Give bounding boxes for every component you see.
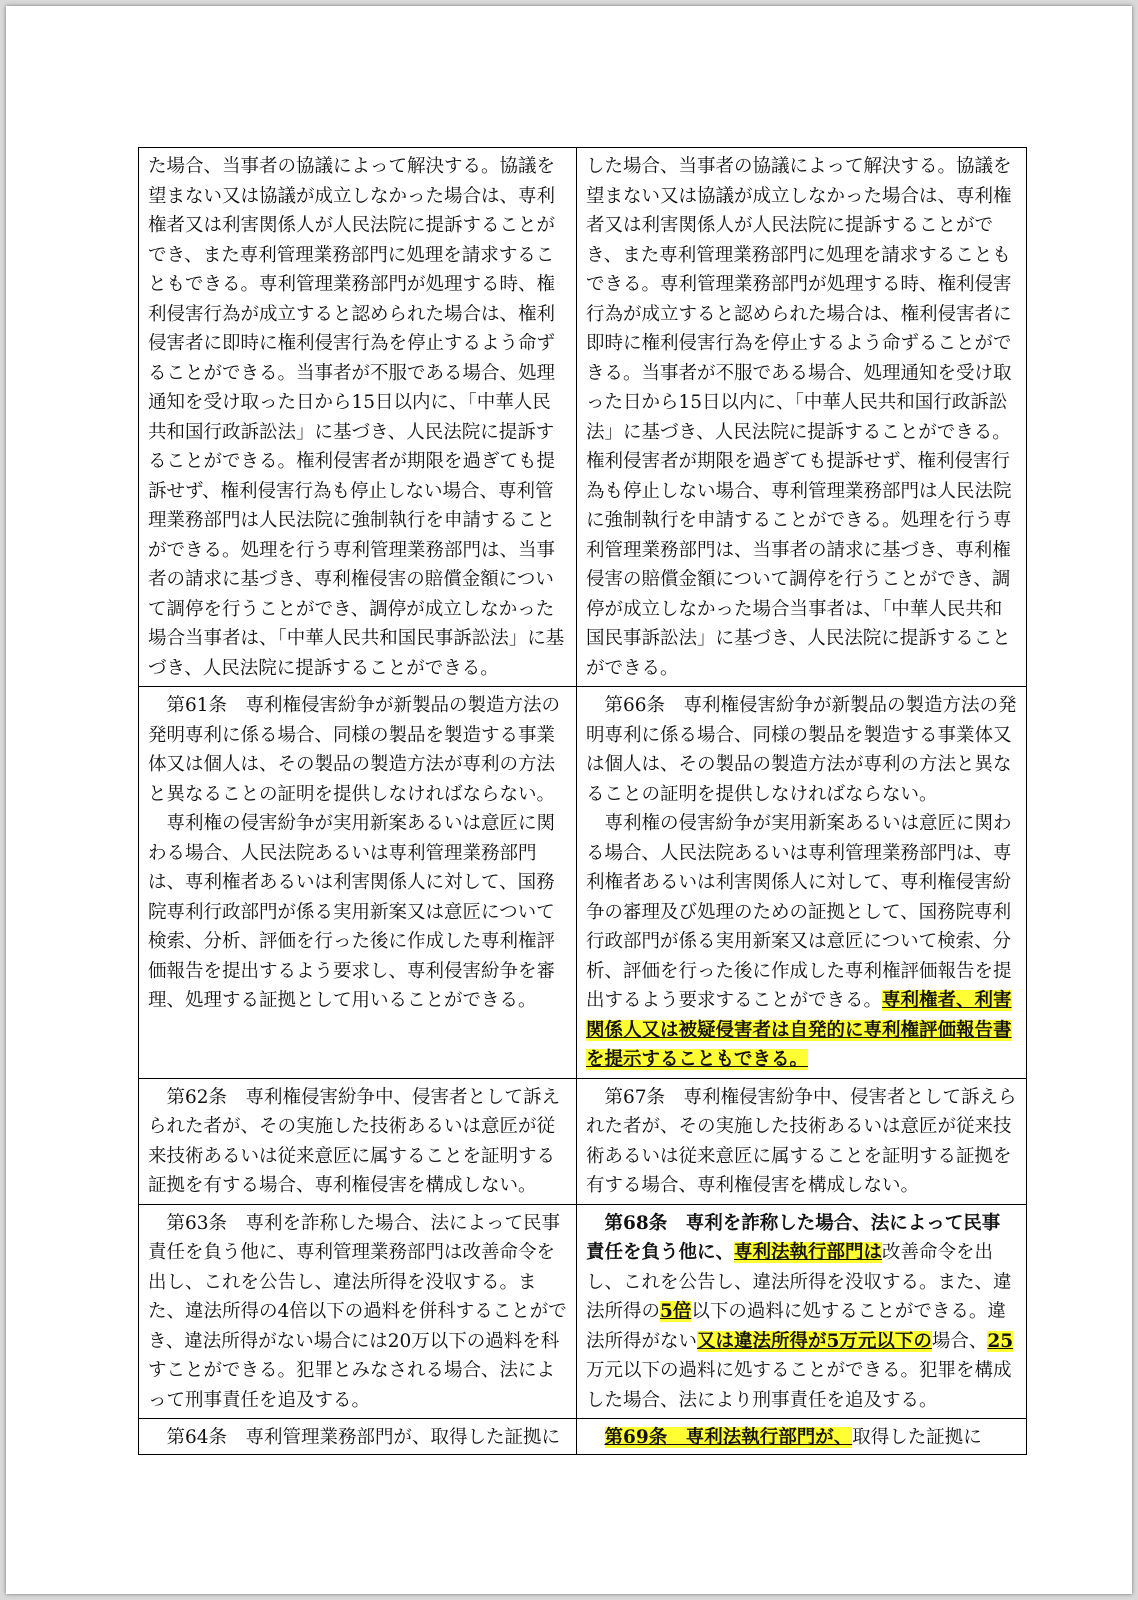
new-text-cell [577,1078,1027,1204]
new-text-cell [577,148,1027,687]
highlighted-amendment: 5倍 [660,1301,692,1322]
paragraph-text: 改善命令を出し、これを公告し、違法所得を没収する。また、違法所得の [586,1242,1012,1322]
paragraph-text: 第68条 専利を詐称した場合、法によって民事責任を負う他に、 [586,1212,1001,1263]
new-text-cell [577,687,1027,1079]
highlighted-amendment: 専利法執行部門は [734,1242,883,1263]
article-62-paragraph: 第62条 専利権侵害紛争中、侵害者として訴えられた者が、その実施した技術あるいは意匠が従来技術あるいは従来意匠に属することを証明する証拠を有する場合、専利権侵害を構成しない。 [148,1086,561,1196]
highlighted-amendment: 専利権者、利害関係人又は被疑侵害者は自発的に専利権評価報告書を提示することもできる。 [586,990,1012,1070]
new-text-cell [577,1419,1027,1455]
highlighted-amendment: 又は違法所得が5万元以下の [697,1330,932,1352]
paragraph-text: 以下の過料に処することができる。違法所得がない [586,1301,1006,1352]
table-row [139,1419,1027,1455]
paragraph-text: 取得した証拠に [852,1427,982,1448]
table-row [139,1078,1027,1204]
article-63-paragraph: 第63条 専利を詐称した場合、法によって民事責任を負う他に、専利管理業務部門は改善命令を出し、これを公告し、違法所得を没収する。また、違法所得の4倍以下の過料を併科することができ、違法所得がない場合には20万以下の過料を科すことができる。犯罪とみなされる場合、法によって刑事責任を追及する。 [148,1212,567,1411]
article-68-paragraph [586,1209,1017,1416]
highlighted-amendment: 25 [987,1330,1014,1352]
document-page [6,6,1132,1594]
comparison-table [138,147,1027,1455]
article-67-paragraph: 第67条 専利権侵害紛争中、侵害者として訴えられた者が、その実施した技術あるいは意匠が従来技術あるいは従来意匠に属することを証明する証拠を有する場合、専利権侵害を構成しない。 [586,1086,1017,1196]
paragraph: た場合、当事者の協議によって解決する。協議を望まない又は協議が成立しなかった場合は、専利権者又は利害関係人が人民法院に提訴することができ、また専利管理業務部門に処理を請求することもできる。専利管理業務部門が処理する時、権利侵害行為が成立すると認められた場合は、権利侵害者に即時に権利侵害行為を停止するよう命ずることができる。当事者が不服である場合、処理通知を受け取った日から15日以内に、「中華人民共和国行政訴訟法」に基づき、人民法院に提訴することができる。権利侵害者が期限を過ぎても提訴せず、権利侵害行為も停止しない場合、専利管理業務部門は人民法院に強制執行を申請することができる。処理を行う専利管理業務部門は、当事者の請求に基づき、専利権侵害の賠償金額について調停を行うことができ、調停が成立しなかった場合当事者は、「中華人民共和国民事訴訟法」に基づき、人民法院に提訴することができる。 [148,156,565,679]
old-text-cell [139,1078,577,1204]
new-text-cell [577,1204,1027,1419]
article-64-paragraph: 第64条 専利管理業務部門が、取得した証拠に [166,1427,561,1448]
article-69-paragraph [586,1423,1017,1453]
paragraph-text: 場合、 [931,1330,988,1352]
old-text-cell [139,1419,577,1455]
paragraph-text: 万元以下の過料に処することができる。犯罪を構成した場合、法により刑事責任を追及する。 [586,1360,1012,1411]
article-61-paragraph-1: 第61条 専利権侵害紛争が新製品の製造方法の発明専利に係る場合、同様の製品を製造する事業体又は個人は、その製品の製造方法が専利の方法と異なることの証明を提供しなければならない。 [148,695,561,805]
highlighted-amendment: 第69条 専利法執行部門が、 [604,1427,853,1448]
table-row [139,687,1027,1079]
old-text-cell [139,148,577,687]
paragraph-text: 専利権の侵害紛争が実用新案あるいは意匠に関わる場合、人民法院あるいは専利管理業務部門は、専利権者あるいは利害関係人に対して、専利権侵害紛争の審理及び処理のための証拠として、国務院専利行政部門が係る実用新案又は意匠について検索、分析、評価を行った後に作成した専利権評価報告を提出するよう要求することができる。 [586,813,1012,1011]
table-row [139,148,1027,687]
article-61-paragraph-2: 専利権の侵害紛争が実用新案あるいは意匠に関わる場合、人民法院あるいは専利管理業務部門は、専利権者あるいは利害関係人に対して、国務院専利行政部門が係る実用新案又は意匠について検索、分析、評価を行った後に作成した専利権評価報告を提出するよう要求し、専利侵害紛争を審理、処理する証拠として用いることができる。 [148,813,556,1011]
article-66-paragraph-2 [586,809,1017,1075]
table-row [139,1204,1027,1419]
old-text-cell [139,1204,577,1419]
article-66-paragraph-1: 第66条 専利権侵害紛争が新製品の製造方法の発明専利に係る場合、同様の製品を製造する事業体又は個人は、その製品の製造方法が専利の方法と異なることの証明を提供しなければならない。 [586,695,1017,805]
old-text-cell [139,687,577,1079]
paragraph: した場合、当事者の協議によって解決する。協議を望まない又は協議が成立しなかった場合は、専利権者又は利害関係人が人民法院に提訴することができ、また専利管理業務部門に処理を請求することもできる。専利管理業務部門が処理する時、権利侵害行為が成立すると認められた場合は、権利侵害者に即時に権利侵害行為を停止するよう命ずることができる。当事者が不服である場合、処理通知を受け取った日から15日以内に、「中華人民共和国行政訴訟法」に基づき、人民法院に提訴することができる。権利侵害者が期限を過ぎても提訴せず、権利侵害行為も停止しない場合、専利管理業務部門は人民法院に強制執行を申請することができる。処理を行う専利管理業務部門は、当事者の請求に基づき、専利権侵害の賠償金額について調停を行うことができ、調停が成立しなかった場合当事者は、「中華人民共和国民事訴訟法」に基づき、人民法院に提訴することができる。 [586,156,1012,679]
